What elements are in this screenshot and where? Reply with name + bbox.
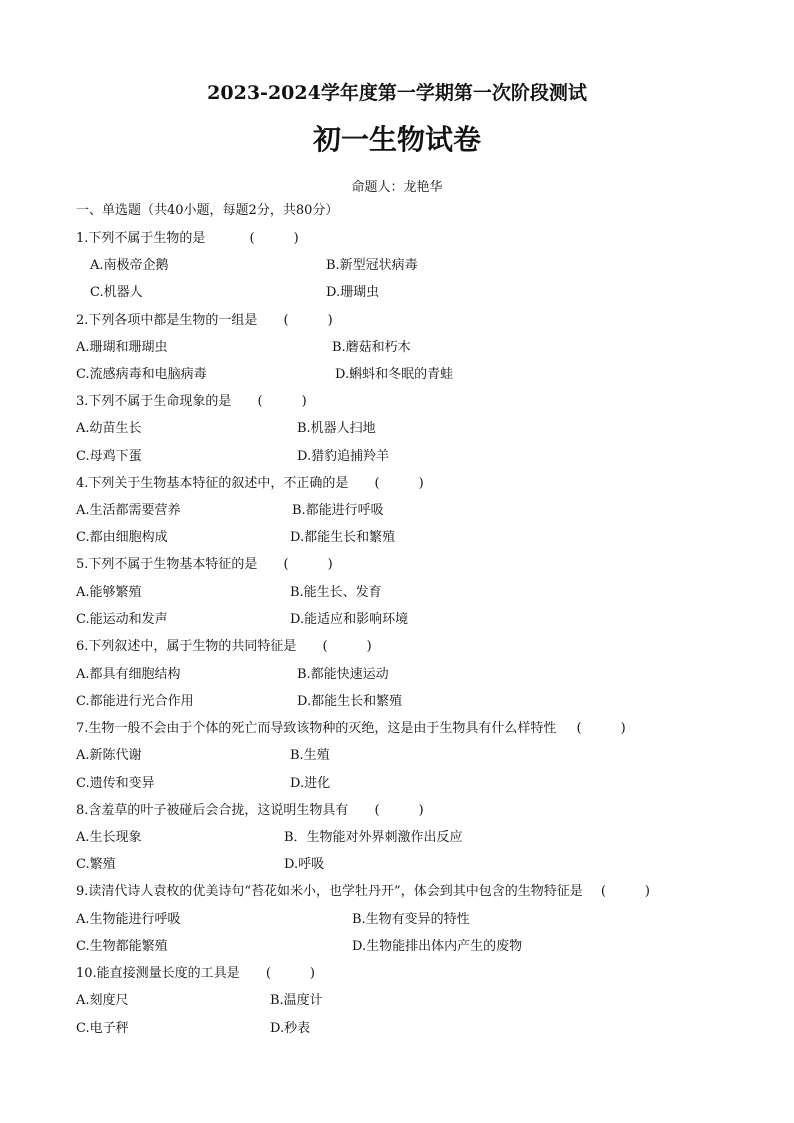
- question-3-stem: [76, 394, 307, 410]
- question-4-stem: [76, 476, 424, 492]
- question-4-option-a: A.生活都需要营养: [76, 503, 181, 518]
- question-5-option-c: C.能运动和发声: [76, 612, 168, 627]
- question-2-option-b: B.蘑菇和朽木: [332, 340, 411, 355]
- answer-blank: ( ): [265, 966, 315, 981]
- question-8-option-b: B．生物能对外界刺激作出反应: [284, 830, 463, 845]
- answer-blank: ( ): [374, 476, 424, 491]
- question-3-option-c: C.母鸡下蛋: [76, 449, 142, 464]
- question-stem-text: 3.下列不属于生命现象的是: [76, 394, 232, 409]
- question-9-option-c: C.生物都能繁殖: [76, 939, 168, 954]
- question-4-option-c: C.都由细胞构成: [76, 530, 168, 545]
- question-1-option-d: D.珊瑚虫: [326, 285, 380, 300]
- question-stem-text: 7.生物一般不会由于个体的死亡而导致该物种的灭绝，这是由于生物具有什么样特性: [76, 721, 557, 736]
- question-stem-text: 6.下列叙述中，属于生物的共同特征是: [76, 639, 297, 654]
- question-1-option-c: C.机器人: [90, 285, 143, 300]
- question-10-option-d: D.秒表: [270, 1021, 311, 1036]
- author-line: 命题人：龙艳华: [351, 180, 443, 195]
- question-1-stem: [76, 231, 299, 247]
- exam-title: 2023-2024学年度第一学期第一次阶段测试: [207, 82, 587, 104]
- question-2-option-c: C.流感病毒和电脑病毒: [76, 367, 207, 382]
- question-3-option-d: D.猎豹追捕羚羊: [297, 449, 390, 464]
- question-7-option-c: C.遗传和变异: [76, 776, 155, 791]
- question-stem-text: 2.下列各项中都是生物的一组是: [76, 313, 258, 328]
- question-stem-text: 8.含羞草的叶子被碰后会合拢，这说明生物具有: [76, 803, 349, 818]
- question-10-option-a: A.刻度尺: [76, 993, 129, 1008]
- question-stem-text: 1.下列不属于生物的是: [76, 231, 206, 246]
- question-1-option-a: A.南极帝企鹅: [90, 258, 169, 273]
- question-stem-text: 5.下列不属于生物基本特征的是: [76, 557, 258, 572]
- question-10-stem: [76, 966, 315, 982]
- question-5-option-a: A.能够繁殖: [76, 585, 142, 600]
- question-8-option-a: A.生长现象: [76, 830, 142, 845]
- question-5-option-d: D.能适应和影响环境: [290, 612, 409, 627]
- question-2-stem: [76, 313, 333, 329]
- question-8-option-c: C.繁殖: [76, 857, 116, 872]
- question-7-option-a: A.新陈代谢: [76, 748, 142, 763]
- question-6-option-d: D.都能生长和繁殖: [297, 694, 403, 709]
- question-4-option-b: B.都能进行呼吸: [292, 503, 384, 518]
- question-2-option-a: A.珊瑚和珊瑚虫: [76, 340, 168, 355]
- question-stem-text: 9.读清代诗人袁枚的优美诗句“苔花如米小，也学牡丹开”，体会到其中包含的生物特征是: [76, 884, 583, 899]
- question-3-option-a: A.幼苗生长: [76, 421, 142, 436]
- question-9-option-b: B.生物有变异的特性: [352, 912, 470, 927]
- answer-blank: ( ): [322, 639, 372, 654]
- answer-blank: ( ): [283, 557, 333, 572]
- question-9-option-d: D.生物能排出体内产生的废物: [352, 939, 523, 954]
- question-3-option-b: B.机器人扫地: [297, 421, 376, 436]
- question-6-option-c: C.都能进行光合作用: [76, 694, 194, 709]
- question-stem-text: 10.能直接测量长度的工具是: [76, 966, 240, 981]
- question-10-option-c: C.电子秤: [76, 1021, 129, 1036]
- question-stem-text: 4.下列关于生物基本特征的叙述中，不正确的是: [76, 476, 349, 491]
- question-9-stem: [76, 884, 650, 900]
- question-5-option-b: B.能生长、发育: [290, 585, 382, 600]
- answer-blank: ( ): [249, 231, 299, 246]
- section-heading: 一、单选题（共40小题，每题2分，共80分）: [76, 203, 339, 218]
- answer-blank: ( ): [283, 313, 333, 328]
- question-5-stem: [76, 557, 333, 573]
- question-2-option-d: D.蝌蚪和冬眠的青蛙: [335, 367, 454, 382]
- question-9-option-a: A.生物能进行呼吸: [76, 912, 181, 927]
- question-6-option-a: A.都具有细胞结构: [76, 667, 181, 682]
- question-6-stem: [76, 639, 372, 655]
- answer-blank: ( ): [600, 884, 650, 899]
- question-7-option-b: B.生殖: [290, 748, 330, 763]
- question-8-option-d: D.呼吸: [284, 857, 325, 872]
- question-7-option-d: D.进化: [290, 776, 331, 791]
- question-7-stem: [76, 721, 626, 737]
- answer-blank: ( ): [257, 394, 307, 409]
- question-8-stem: [76, 803, 424, 819]
- question-4-option-d: D.都能生长和繁殖: [290, 530, 396, 545]
- question-1-option-b: B.新型冠状病毒: [326, 258, 418, 273]
- answer-blank: ( ): [576, 721, 626, 736]
- answer-blank: ( ): [374, 803, 424, 818]
- subject-title: 初一生物试卷: [312, 123, 481, 156]
- question-10-option-b: B.温度计: [270, 993, 323, 1008]
- question-6-option-b: B.都能快速运动: [297, 667, 389, 682]
